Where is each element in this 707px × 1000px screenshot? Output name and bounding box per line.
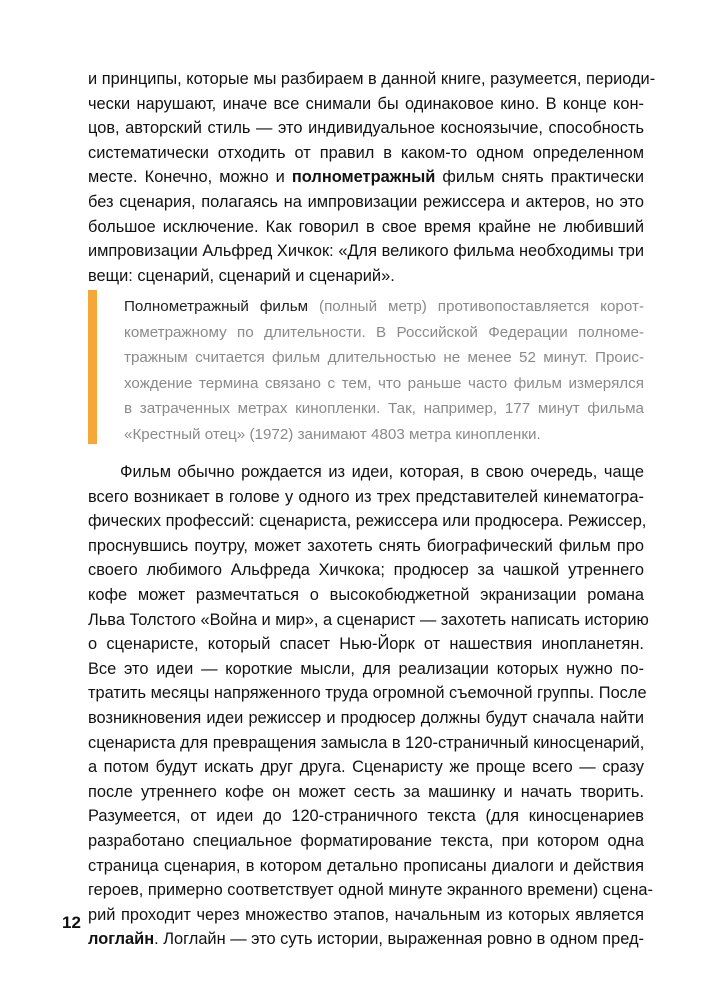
text-line: импровизации Альфред Хичкок: «Для великого фильма необходимы три [88,242,644,261]
callout-line: «Крестный отец» (1972) занимают 4803 метра кинопленки. [124,425,541,443]
text-line: рий проходит через множество этапов, начальным из которых является [88,905,644,924]
text-line: цов, авторский стиль — это индивидуальное косноязычие, способность [88,119,644,138]
text-line: большое исключение. Как говорил в свое время крайне не любивший [88,217,644,236]
text-line: Все это идеи — короткие мысли, для реализации которых нужно по- [88,659,644,678]
text-run: месте. Конечно, можно и [88,168,292,187]
callout-term: Полнометражный фильм [124,298,309,315]
term-polnometrazhny: полнометражный [291,168,436,187]
text-line: всего возникает в голове у одного из трех представителей кинематогра- [88,487,644,506]
term-logline: логлайн [88,930,155,949]
text-line: Фильм обычно рождается из идеи, которая, в свою очередь, чаще [120,463,644,481]
text-line: систематически отходить от правил в каком-то одном определенном [88,143,644,162]
text-line: вещи: сценарий, сценарий и сценарий». [88,266,395,285]
text-line: и принципы, которые мы разбираем в данной книге, разумеется, периоди- [88,70,656,88]
definition-callout [88,290,648,444]
text-line: разработано специальное форматирование текста, при котором одна [88,831,644,850]
text-line: героев, примерно соответствует одной минуте экранного времени) сцена- [88,881,653,900]
text-line: возникновения идеи режиссер и продюсер должны будут сначала найти [88,708,644,727]
text-line: Разумеется, от идеи до 120-страничного текста (для киносценариев [88,807,644,826]
text-run: . Логлайн — это суть истории, выраженная ровно в одном пред- [154,930,644,949]
callout-line: в затраченных метрах кинопленки. Так, например, 177 минут фильма [124,400,644,418]
text-line: о сценаристе, который спасет Нью-Йорк от нашествия инопланетян. [88,635,644,654]
text-line: страница сценария, в котором детально прописаны диалоги и действия [88,856,644,875]
text-line: после утреннего кофе он может сесть за машинку и начать творить. [88,782,644,801]
text-line: Льва Толстого «Война и мир», а сценарист — захотеть написать историю [88,610,649,629]
callout-line: кометражному по длительности. В Российской Федерации полноме- [124,323,644,341]
text-line: без сценария, полагаясь на импровизации режиссера и актеров, но это [88,192,644,211]
text-line: тратить месяцы напряженного труда огромной съемочной группы. После [88,684,647,703]
text-line: кофе может размечтаться о высокобюджетной экранизации романа [88,585,644,604]
text-line: а потом будут искать друг друга. Сценаристу же проще всего — сразу [88,758,644,777]
callout-text [124,294,644,448]
text-line [88,165,644,190]
text-line [88,927,644,952]
callout-line [124,294,644,320]
main-paragraph [88,460,653,952]
callout-accent-bar [88,290,97,444]
text-line: сценариста для превращения замысла в 120-страничный киносценарий, [88,733,645,752]
page-number: 12 [62,913,81,932]
intro-paragraph [88,67,656,288]
text-line: своего любимого Альфреда Хичкока; продюсер за чашкой утреннего [88,561,644,580]
callout-line: хождение термина связано с тем, что раньше часто фильм измерялся [124,374,644,392]
text-run: фильм снять практически [435,168,644,187]
text-line: проснувшись поутру, может захотеть снять биографический фильм про [88,536,644,555]
callout-line: тражным считается фильм длительностью не менее 52 минут. Проис- [124,349,644,367]
text-line: фических профессий: сценариста, режиссера или продюсера. Режиссер, [88,512,647,531]
text-run: (полный метр) противопоставляется корот- [308,298,645,315]
text-line: чески нарушают, иначе все снимали бы одинаковое кино. В конце кон- [88,94,644,113]
